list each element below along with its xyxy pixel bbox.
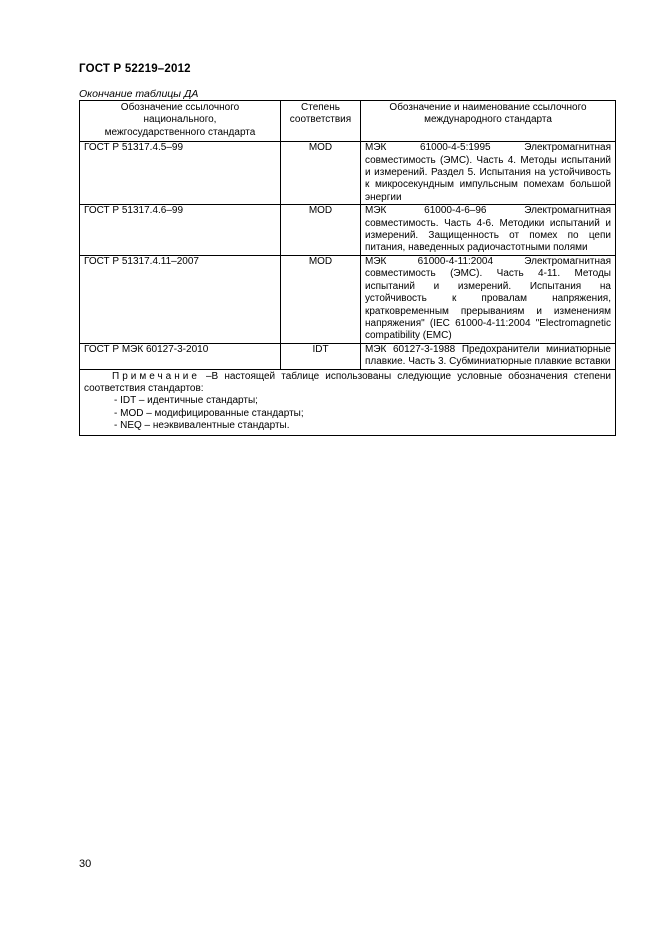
note-text: –В настоящей таблице использованы следующие условные обозначения степени соответствия стандартов: <box>84 370 612 394</box>
header-line: Степень <box>301 102 340 113</box>
reference-standards-table <box>79 100 616 436</box>
header-line: соответствия <box>289 114 352 126</box>
table-note-row <box>80 369 616 435</box>
header-line: Обозначение ссылочного <box>120 102 240 113</box>
degree-cell: IDT <box>281 343 361 369</box>
international-standard-cell: МЭК 61000-4-6–96 Электромагнитная совместимость. Часть 4-6. Методики испытаний и измерений. Защищенность от помех по цепи питания, наведенных радиочастотными полями <box>361 205 616 256</box>
table-header-row <box>80 101 616 142</box>
page-number: 30 <box>79 858 92 870</box>
note-item: - IDT – идентичные стандарты; <box>114 395 258 407</box>
column-header-degree <box>281 101 361 142</box>
degree-cell: MOD <box>281 142 361 205</box>
table-row <box>80 142 616 205</box>
column-header-international <box>361 101 616 142</box>
table-row <box>80 343 616 369</box>
note-label: Примечание <box>112 370 200 382</box>
column-header-national <box>80 101 281 142</box>
national-standard-cell: ГОСТ Р МЭК 60127-3-2010 <box>80 343 281 369</box>
table-note <box>80 369 616 435</box>
international-standard-cell: МЭК 60127-3-1988 Предохранители миниатюрные плавкие. Часть 3. Субминиатюрные плавкие вставки <box>361 343 616 369</box>
international-standard-cell: МЭК 61000-4-5:1995 Электромагнитная совместимость (ЭМС). Часть 4. Методы испытаний и измерений. Раздел 5. Испытания на устойчивость к микросекундным импульсным помехам большой энергии <box>361 142 616 205</box>
table-caption: Окончание таблицы ДА <box>79 88 199 100</box>
note-intro <box>84 371 611 396</box>
international-standard-cell: МЭК 61000-4-11:2004 Электромагнитная совместимость (ЭМС). Часть 4-11. Методы испытаний и измерений. Испытания на устойчивость к провалам напряжения, кратковременным прерываниям и изменениям напряжения" (IEC 61000-4-11:2004 "Electromagnetic compatibility (EMC) <box>361 255 616 343</box>
national-standard-cell: ГОСТ Р 51317.4.5–99 <box>80 142 281 205</box>
national-standard-cell: ГОСТ Р 51317.4.11–2007 <box>80 255 281 343</box>
header-line: национального, <box>143 114 217 126</box>
header-line: международного стандарта <box>424 114 552 126</box>
note-item: - MOD – модифицированные стандарты; <box>114 407 304 419</box>
degree-cell: MOD <box>281 255 361 343</box>
header-line: межгосударственного стандарта <box>104 126 256 138</box>
document-code: ГОСТ Р 52219–2012 <box>79 63 191 75</box>
note-item: - NEQ – неэквивалентные стандарты. <box>114 420 290 432</box>
table-row <box>80 255 616 343</box>
table-row <box>80 205 616 256</box>
header-line: Обозначение и наименование ссылочного <box>389 102 587 113</box>
national-standard-cell: ГОСТ Р 51317.4.6–99 <box>80 205 281 256</box>
degree-cell: MOD <box>281 205 361 256</box>
